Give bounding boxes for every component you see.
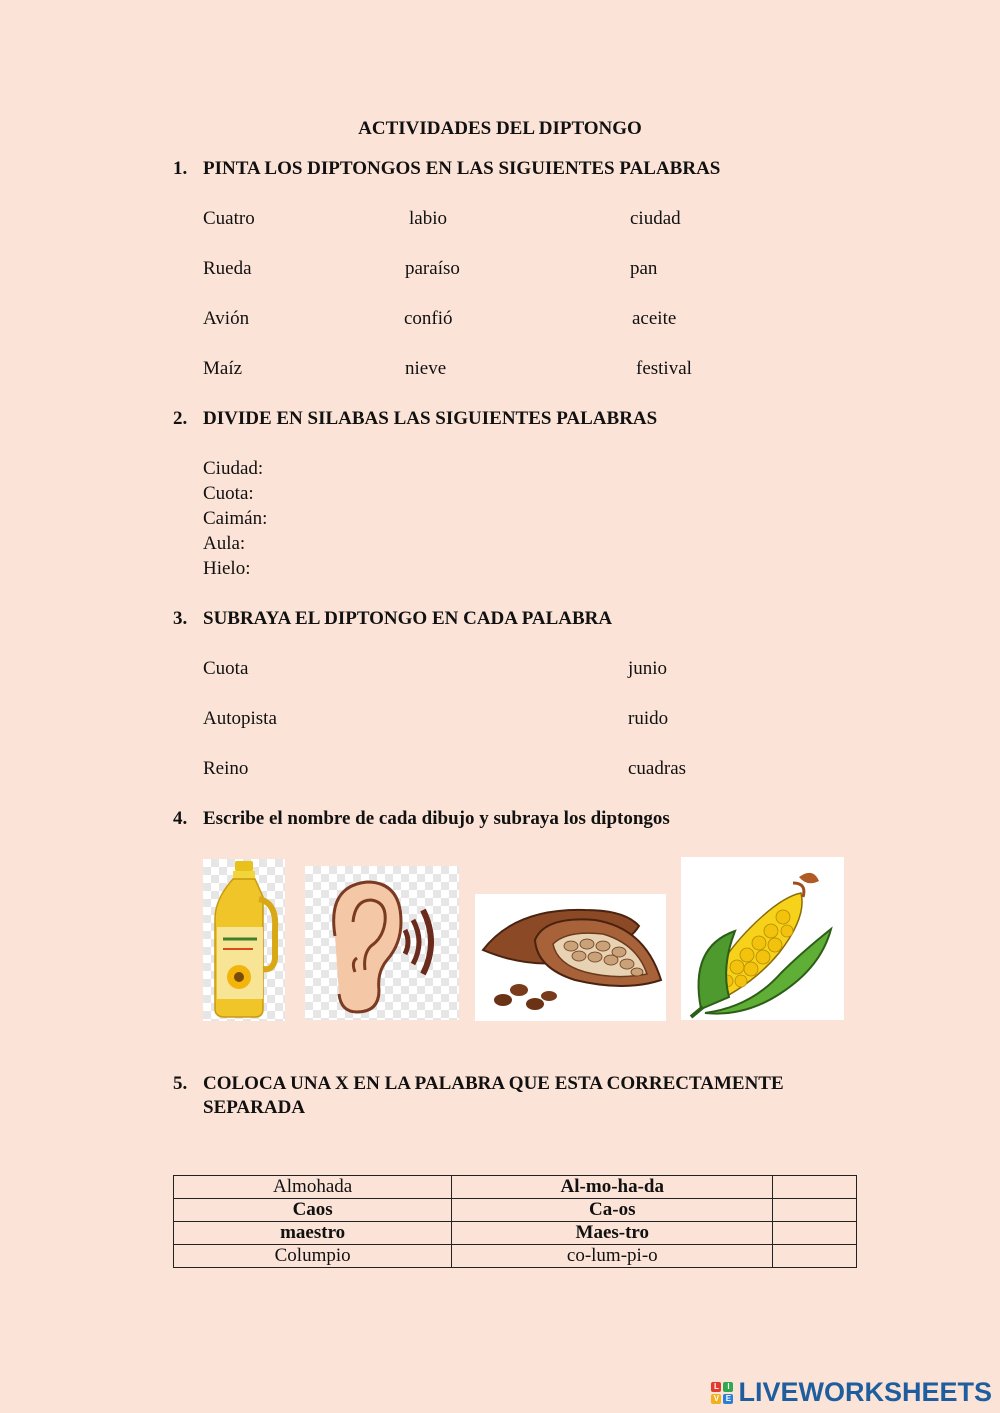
syllable-word: Hielo: <box>203 558 251 579</box>
section-5-heading-line2: SEPARADA <box>203 1097 306 1118</box>
word-avion: Avión <box>203 308 250 329</box>
word-pan: pan <box>630 258 658 279</box>
syllable-word: Caimán: <box>203 508 268 529</box>
word-cuadras: cuadras <box>628 758 687 779</box>
section-title: COLOCA UNA X EN LA PALABRA QUE ESTA CORRECTAMENTE <box>203 1073 784 1094</box>
word-autopista: Autopista <box>203 708 277 729</box>
section-title: SUBRAYA EL DIPTONGO EN CADA PALABRA <box>203 608 613 629</box>
table-row <box>174 1176 857 1199</box>
syllable-word: Ciudad: <box>203 458 264 479</box>
separated-cell: Maes-tro <box>452 1222 773 1245</box>
section-number: 1. <box>173 158 188 179</box>
section-1-heading <box>173 158 720 180</box>
separation-table <box>173 1175 857 1268</box>
word-aceite: aceite <box>632 308 677 329</box>
word-confio: confió <box>404 308 453 329</box>
section-5-heading <box>173 1073 784 1095</box>
syllable-word: Cuota: <box>203 483 254 504</box>
section-title: PINTA LOS DIPTONGOS EN LAS SIGUIENTES PALABRAS <box>203 158 721 179</box>
section-title: DIVIDE EN SILABAS LAS SIGUIENTES PALABRAS <box>203 408 658 429</box>
page-title: ACTIVIDADES DEL DIPTONGO <box>358 118 642 139</box>
separated-cell: Ca-os <box>452 1199 773 1222</box>
word-cuatro: Cuatro <box>203 208 255 229</box>
word-cell: Almohada <box>174 1176 452 1199</box>
word-cell: maestro <box>174 1222 452 1245</box>
corn-icon <box>681 857 844 1020</box>
word-paraiso: paraíso <box>405 258 460 279</box>
separated-cell: Al-mo-ha-da <box>452 1176 773 1199</box>
word-cuota: Cuota <box>203 658 249 679</box>
word-ciudad: ciudad <box>630 208 681 229</box>
ear-icon <box>305 866 459 1020</box>
table-row <box>174 1222 857 1245</box>
mark-cell[interactable] <box>773 1176 857 1199</box>
logo-mark-icon: L I V E <box>711 1382 733 1404</box>
word-cell: Caos <box>174 1199 452 1222</box>
liveworksheets-logo <box>711 1377 992 1408</box>
word-labio: labio <box>409 208 447 229</box>
mark-cell[interactable] <box>773 1199 857 1222</box>
word-festival: festival <box>636 358 692 379</box>
section-number: 5. <box>173 1073 188 1094</box>
word-cell: Columpio <box>174 1245 452 1268</box>
section-number: 4. <box>173 808 188 829</box>
word-rueda: Rueda <box>203 258 252 279</box>
section-3-heading <box>173 608 612 630</box>
table-row <box>174 1199 857 1222</box>
section-title: Escribe el nombre de cada dibujo y subraya los diptongos <box>203 808 670 829</box>
word-nieve: nieve <box>405 358 447 379</box>
mark-cell[interactable] <box>773 1245 857 1268</box>
section-4-heading <box>173 808 670 830</box>
separated-cell: co-lum-pi-o <box>452 1245 773 1268</box>
section-2-heading <box>173 408 657 430</box>
mark-cell[interactable] <box>773 1222 857 1245</box>
oil-bottle-icon <box>203 859 285 1021</box>
word-reino: Reino <box>203 758 249 779</box>
word-ruido: ruido <box>628 708 669 729</box>
word-maiz: Maíz <box>203 358 243 379</box>
section-number: 2. <box>173 408 188 429</box>
syllable-word: Aula: <box>203 533 246 554</box>
section-number: 3. <box>173 608 188 629</box>
cocoa-pod-icon <box>475 894 666 1021</box>
table-row <box>174 1245 857 1268</box>
word-junio: junio <box>628 658 668 679</box>
logo-text: LIVEWORKSHEETS <box>738 1377 992 1407</box>
